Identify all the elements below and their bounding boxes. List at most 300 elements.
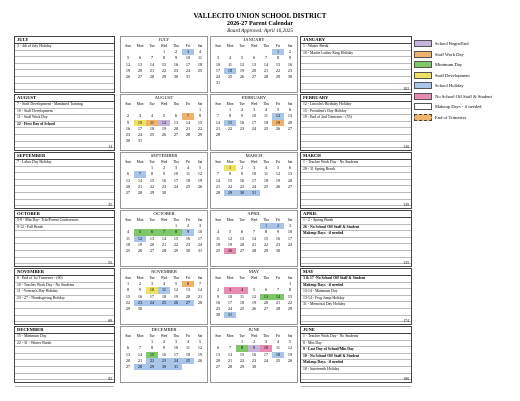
day-cell[interactable]: 25	[197, 67, 203, 73]
day-cell[interactable]: 11	[227, 61, 233, 67]
day-cell[interactable]: 12	[197, 171, 203, 177]
day-cell[interactable]: 29	[146, 364, 158, 370]
day-cell[interactable]: 17	[227, 299, 233, 305]
day-cell[interactable]: 12	[272, 113, 284, 119]
day-cell[interactable]: 24	[251, 183, 257, 189]
day-cell[interactable]: 29	[287, 305, 293, 311]
day-cell[interactable]: 4	[186, 165, 190, 171]
day-cell[interactable]: 6	[288, 165, 292, 171]
day-cell[interactable]: 20	[185, 293, 191, 299]
day-cell[interactable]: 18	[149, 125, 155, 131]
day-cell[interactable]: 21	[227, 357, 233, 363]
day-cell[interactable]: 22	[275, 67, 281, 73]
day-cell[interactable]: 7	[134, 171, 146, 177]
day-cell[interactable]: 1	[260, 223, 272, 229]
day-cell[interactable]: 30	[185, 247, 191, 253]
day-cell[interactable]: 20	[239, 241, 245, 247]
day-cell[interactable]: 15	[239, 351, 245, 357]
day-cell[interactable]: 31	[137, 138, 143, 144]
day-cell[interactable]: 13	[251, 61, 257, 67]
day-cell[interactable]: 24	[287, 241, 293, 247]
day-cell[interactable]: 30	[275, 247, 281, 253]
day-cell[interactable]: 9	[162, 345, 166, 351]
day-cell[interactable]: 3	[198, 223, 202, 229]
day-cell[interactable]: 25	[125, 247, 131, 253]
day-cell[interactable]: 6	[216, 345, 220, 351]
day-cell[interactable]: 16	[161, 351, 167, 357]
day-cell[interactable]: 19	[287, 351, 293, 357]
day-cell[interactable]: 4	[162, 281, 166, 287]
day-cell[interactable]: 22	[287, 299, 293, 305]
day-cell[interactable]: 6	[240, 229, 244, 235]
day-cell[interactable]: 20	[287, 119, 293, 125]
day-cell[interactable]: 22	[173, 241, 179, 247]
day-cell[interactable]: 18	[239, 299, 245, 305]
day-cell[interactable]: 5	[228, 229, 232, 235]
day-cell[interactable]: 11	[125, 235, 131, 241]
day-cell[interactable]: 13	[287, 171, 293, 177]
day-cell[interactable]: 18	[161, 293, 167, 299]
day-cell[interactable]: 26	[224, 248, 236, 254]
day-cell[interactable]: 15	[224, 120, 236, 126]
day-cell[interactable]: 13	[260, 294, 272, 300]
day-cell[interactable]: 4	[236, 287, 248, 293]
day-cell[interactable]: 21	[251, 241, 257, 247]
day-cell[interactable]: 1	[198, 107, 202, 113]
day-cell[interactable]: 14	[137, 351, 143, 357]
day-cell[interactable]: 9	[240, 113, 244, 119]
day-cell[interactable]: 9	[126, 119, 130, 125]
day-cell[interactable]: 23	[215, 305, 221, 311]
day-cell[interactable]: 21	[275, 299, 281, 305]
day-cell[interactable]: 10	[251, 171, 257, 177]
day-cell[interactable]: 10	[134, 120, 146, 126]
day-cell[interactable]: 3	[174, 165, 178, 171]
day-cell[interactable]: 22	[239, 357, 245, 363]
day-cell[interactable]: 14	[185, 119, 191, 125]
day-cell[interactable]: 9	[240, 171, 244, 177]
day-cell[interactable]: 6	[174, 113, 178, 119]
day-cell[interactable]: 13	[149, 235, 155, 241]
day-cell[interactable]: 25	[215, 247, 221, 253]
day-cell[interactable]: 26	[137, 247, 143, 253]
day-cell[interactable]: 18	[185, 177, 191, 183]
day-cell[interactable]: 3	[224, 287, 236, 293]
day-cell[interactable]: 10	[173, 345, 179, 351]
day-cell[interactable]: 1	[150, 339, 154, 345]
day-cell[interactable]: 27	[287, 183, 293, 189]
day-cell[interactable]: 1	[126, 281, 130, 287]
day-cell[interactable]: 14	[161, 235, 167, 241]
day-cell[interactable]: 25	[275, 357, 281, 363]
day-cell[interactable]: 21	[197, 293, 203, 299]
day-cell[interactable]: 24	[251, 125, 257, 131]
day-cell[interactable]: 19	[227, 241, 233, 247]
day-cell[interactable]: 17	[137, 125, 143, 131]
day-cell[interactable]: 18	[263, 177, 269, 183]
day-cell[interactable]: 25	[185, 183, 191, 189]
day-cell[interactable]: 10	[260, 345, 272, 351]
day-cell[interactable]: 26	[275, 125, 281, 131]
day-cell[interactable]: 11	[197, 55, 203, 61]
day-cell[interactable]: 7	[158, 229, 170, 235]
day-cell[interactable]: 30	[215, 312, 221, 318]
day-cell[interactable]: 2	[186, 223, 190, 229]
day-cell[interactable]: 23	[287, 67, 293, 73]
day-cell[interactable]: 15	[287, 293, 293, 299]
day-cell[interactable]: 5	[198, 165, 202, 171]
day-cell[interactable]: 15	[146, 352, 158, 358]
day-cell[interactable]: 30	[287, 73, 293, 79]
day-cell[interactable]: 14	[263, 61, 269, 67]
day-cell[interactable]: 28	[215, 189, 221, 195]
day-cell[interactable]: 8	[288, 287, 292, 293]
day-cell[interactable]: 10	[185, 55, 191, 61]
day-cell[interactable]: 4	[264, 107, 268, 113]
day-cell[interactable]: 8	[126, 287, 130, 293]
day-cell[interactable]: 15	[125, 293, 131, 299]
day-cell[interactable]: 24	[137, 131, 143, 137]
day-cell[interactable]: 4	[228, 55, 232, 61]
day-cell[interactable]: 13	[185, 287, 191, 293]
day-cell[interactable]: 7	[216, 113, 220, 119]
day-cell[interactable]: 7	[264, 55, 268, 61]
day-cell[interactable]: 20	[125, 183, 131, 189]
day-cell[interactable]: 23	[173, 67, 179, 73]
day-cell[interactable]: 1	[162, 49, 166, 55]
day-cell[interactable]: 18	[263, 119, 269, 125]
day-cell[interactable]: 5	[252, 287, 256, 293]
day-cell[interactable]: 4	[198, 49, 202, 55]
day-cell[interactable]: 23	[251, 357, 257, 363]
day-cell[interactable]: 15	[173, 235, 179, 241]
day-cell[interactable]: 21	[161, 241, 167, 247]
day-cell[interactable]: 23	[125, 131, 131, 137]
day-cell[interactable]: 10	[251, 113, 257, 119]
day-cell[interactable]: 28	[263, 73, 269, 79]
day-cell[interactable]: 27	[239, 247, 245, 253]
day-cell[interactable]: 26	[197, 357, 203, 363]
day-cell[interactable]: 17	[149, 293, 155, 299]
day-cell[interactable]: 10	[227, 293, 233, 299]
day-cell[interactable]: 13	[125, 177, 131, 183]
day-cell[interactable]: 18	[215, 241, 221, 247]
day-cell[interactable]: 17	[251, 119, 257, 125]
day-cell[interactable]: 28	[227, 363, 233, 369]
day-cell[interactable]: 28	[149, 73, 155, 79]
day-cell[interactable]: 2	[240, 107, 244, 113]
day-cell[interactable]: 29	[263, 247, 269, 253]
day-cell[interactable]: 22	[125, 299, 131, 305]
day-cell[interactable]: 23	[158, 358, 170, 364]
day-cell[interactable]: 8	[150, 171, 154, 177]
day-cell[interactable]: 2	[162, 339, 166, 345]
day-cell[interactable]: 8	[162, 55, 166, 61]
day-cell[interactable]: 14	[215, 119, 221, 125]
day-cell[interactable]: 5	[134, 229, 146, 235]
day-cell[interactable]: 2	[240, 165, 244, 171]
day-cell[interactable]: 9	[276, 229, 280, 235]
day-cell[interactable]: 26	[239, 73, 245, 79]
day-cell[interactable]: 3	[252, 165, 256, 171]
day-cell[interactable]: 25	[182, 358, 194, 364]
day-cell[interactable]: 29	[275, 73, 281, 79]
day-cell[interactable]: 5	[276, 107, 280, 113]
day-cell[interactable]: 20	[263, 299, 269, 305]
day-cell[interactable]: 21	[215, 125, 221, 131]
day-cell[interactable]: 12	[251, 293, 257, 299]
day-cell[interactable]: 2	[162, 165, 166, 171]
day-cell[interactable]: 14	[197, 287, 203, 293]
day-cell[interactable]: 9	[288, 55, 292, 61]
day-cell[interactable]: 3	[150, 281, 154, 287]
day-cell[interactable]: 7	[138, 345, 142, 351]
day-cell[interactable]: 31	[170, 364, 182, 370]
day-cell[interactable]: 2	[216, 287, 220, 293]
day-cell[interactable]: 29	[173, 247, 179, 253]
day-cell[interactable]: 20	[137, 67, 143, 73]
day-cell[interactable]: 26	[251, 305, 257, 311]
day-cell[interactable]: 11	[275, 345, 281, 351]
day-cell[interactable]: 22	[263, 241, 269, 247]
day-cell[interactable]: 19	[272, 120, 284, 126]
day-cell[interactable]: 31	[215, 80, 221, 86]
day-cell[interactable]: 20	[251, 67, 257, 73]
day-cell[interactable]: 25	[239, 305, 245, 311]
day-cell[interactable]: 22	[149, 183, 155, 189]
day-cell[interactable]: 1	[150, 165, 154, 171]
day-cell[interactable]: 16	[137, 293, 143, 299]
day-cell[interactable]: 26	[197, 183, 203, 189]
day-cell[interactable]: 4	[126, 229, 130, 235]
day-cell[interactable]: 2	[272, 223, 284, 229]
day-cell[interactable]: 9	[162, 171, 166, 177]
day-cell[interactable]: 8	[198, 113, 202, 119]
day-cell[interactable]: 5	[276, 165, 280, 171]
day-cell[interactable]: 27	[137, 73, 143, 79]
day-cell[interactable]: 24	[185, 67, 191, 73]
day-cell[interactable]: 28	[134, 364, 146, 370]
day-cell[interactable]: 16	[239, 119, 245, 125]
day-cell[interactable]: 28	[215, 131, 221, 137]
day-cell[interactable]: 3	[182, 49, 194, 55]
day-cell[interactable]: 6	[138, 55, 142, 61]
day-cell[interactable]: 12	[275, 171, 281, 177]
day-cell[interactable]: 4	[264, 165, 268, 171]
day-cell[interactable]: 23	[185, 241, 191, 247]
day-cell[interactable]: 19	[173, 293, 179, 299]
day-cell[interactable]: 31	[224, 312, 236, 318]
day-cell[interactable]: 24	[173, 183, 179, 189]
day-cell[interactable]: 10	[197, 229, 203, 235]
day-cell[interactable]: 22	[161, 67, 167, 73]
day-cell[interactable]: 15	[197, 119, 203, 125]
day-cell[interactable]: 12	[227, 235, 233, 241]
day-cell[interactable]: 15	[227, 177, 233, 183]
day-cell[interactable]: 27	[263, 305, 269, 311]
day-cell[interactable]: 18	[224, 68, 236, 74]
day-cell[interactable]: 3	[288, 223, 292, 229]
day-cell[interactable]: 1	[228, 107, 232, 113]
day-cell[interactable]: 30	[158, 364, 170, 370]
day-cell[interactable]: 28	[185, 131, 191, 137]
day-cell[interactable]: 23	[134, 300, 146, 306]
day-cell[interactable]: 27	[125, 363, 131, 369]
day-cell[interactable]: 10	[173, 171, 179, 177]
day-cell[interactable]: 4	[186, 339, 190, 345]
day-cell[interactable]: 27	[182, 300, 194, 306]
day-cell[interactable]: 24	[170, 358, 182, 364]
day-cell[interactable]: 12	[173, 287, 179, 293]
day-cell[interactable]: 29	[149, 189, 155, 195]
day-cell[interactable]: 19	[239, 67, 245, 73]
day-cell[interactable]: 19	[197, 177, 203, 183]
day-cell[interactable]: 16	[173, 61, 179, 67]
day-cell[interactable]: 19	[275, 177, 281, 183]
day-cell[interactable]: 2	[174, 49, 178, 55]
day-cell[interactable]: 10	[287, 229, 293, 235]
day-cell[interactable]: 16	[215, 299, 221, 305]
day-cell[interactable]: 11	[215, 235, 221, 241]
day-cell[interactable]: 17	[185, 61, 191, 67]
day-cell[interactable]: 28	[251, 247, 257, 253]
day-cell[interactable]: 16	[251, 351, 257, 357]
day-cell[interactable]: 29	[161, 73, 167, 79]
day-cell[interactable]: 14	[215, 177, 221, 183]
day-cell[interactable]: 4	[276, 339, 280, 345]
day-cell[interactable]: 13	[137, 61, 143, 67]
day-cell[interactable]: 21	[137, 183, 143, 189]
day-cell[interactable]: 22	[227, 183, 233, 189]
day-cell[interactable]: 22	[227, 125, 233, 131]
day-cell[interactable]: 26	[125, 73, 131, 79]
day-cell[interactable]: 25	[263, 125, 269, 131]
day-cell[interactable]: 27	[173, 131, 179, 137]
day-cell[interactable]: 26	[287, 357, 293, 363]
day-cell[interactable]: 1	[224, 165, 236, 171]
day-cell[interactable]: 5	[174, 281, 178, 287]
day-cell[interactable]: 22	[146, 358, 158, 364]
day-cell[interactable]: 10	[215, 61, 221, 67]
day-cell[interactable]: 11	[146, 120, 158, 126]
day-cell[interactable]: 26	[170, 300, 182, 306]
day-cell[interactable]: 8	[276, 55, 280, 61]
day-cell[interactable]: 13	[287, 113, 293, 119]
day-cell[interactable]: 30	[251, 363, 257, 369]
day-cell[interactable]: 13	[173, 119, 179, 125]
day-cell[interactable]: 27	[149, 247, 155, 253]
day-cell[interactable]: 13	[125, 351, 131, 357]
day-cell[interactable]: 20	[125, 357, 131, 363]
day-cell[interactable]: 24	[215, 73, 221, 79]
day-cell[interactable]: 3	[174, 339, 178, 345]
day-cell[interactable]: 3	[138, 113, 142, 119]
day-cell[interactable]: 27	[215, 363, 221, 369]
day-cell[interactable]: 25	[227, 73, 233, 79]
day-cell[interactable]: 7	[228, 345, 232, 351]
day-cell[interactable]: 27	[287, 125, 293, 131]
day-cell[interactable]: 2	[288, 49, 292, 55]
day-cell[interactable]: 30	[161, 189, 167, 195]
day-cell[interactable]: 24	[227, 305, 233, 311]
day-cell[interactable]: 25	[158, 300, 170, 306]
day-cell[interactable]: 21	[185, 125, 191, 131]
day-cell[interactable]: 15	[161, 61, 167, 67]
day-cell[interactable]: 1	[288, 281, 292, 287]
day-cell[interactable]: 14	[149, 61, 155, 67]
day-cell[interactable]: 14	[137, 177, 143, 183]
day-cell[interactable]: 9	[248, 345, 260, 351]
day-cell[interactable]: 27	[251, 73, 257, 79]
day-cell[interactable]: 21	[137, 357, 143, 363]
day-cell[interactable]: 13	[215, 351, 221, 357]
day-cell[interactable]: 14	[227, 351, 233, 357]
day-cell[interactable]: 8	[170, 229, 182, 235]
day-cell[interactable]: 24	[146, 300, 158, 306]
day-cell[interactable]: 5	[126, 55, 130, 61]
day-cell[interactable]: 2	[138, 281, 142, 287]
day-cell[interactable]: 18	[185, 351, 191, 357]
day-cell[interactable]: 28	[275, 305, 281, 311]
day-cell[interactable]: 7	[252, 229, 256, 235]
day-cell[interactable]: 18	[272, 352, 284, 358]
day-cell[interactable]: 19	[197, 351, 203, 357]
day-cell[interactable]: 9	[182, 229, 194, 235]
day-cell[interactable]: 3	[252, 107, 256, 113]
day-cell[interactable]: 14	[272, 294, 284, 300]
day-cell[interactable]: 8	[150, 345, 154, 351]
day-cell[interactable]: 1	[174, 223, 178, 229]
day-cell[interactable]: 18	[197, 61, 203, 67]
day-cell[interactable]: 20	[287, 177, 293, 183]
day-cell[interactable]: 8	[264, 229, 268, 235]
day-cell[interactable]: 8	[228, 171, 232, 177]
day-cell[interactable]: 30	[236, 190, 248, 196]
day-cell[interactable]: 11	[185, 171, 191, 177]
day-cell[interactable]: 16	[185, 235, 191, 241]
day-cell[interactable]: 3	[264, 339, 268, 345]
day-cell[interactable]: 31	[185, 73, 191, 79]
day-cell[interactable]: 3	[216, 55, 220, 61]
day-cell[interactable]: 25	[149, 131, 155, 137]
day-cell[interactable]: 30	[137, 305, 143, 311]
day-cell[interactable]: 6	[264, 287, 268, 293]
day-cell[interactable]: 15	[275, 61, 281, 67]
day-cell[interactable]: 2	[252, 339, 256, 345]
day-cell[interactable]: 6	[126, 345, 130, 351]
day-cell[interactable]: 18	[125, 241, 131, 247]
day-cell[interactable]: 17	[215, 67, 221, 73]
day-cell[interactable]: 15	[149, 177, 155, 183]
day-cell[interactable]: 1	[240, 339, 244, 345]
day-cell[interactable]: 8	[236, 345, 248, 351]
day-cell[interactable]: 16	[275, 235, 281, 241]
day-cell[interactable]: 11	[263, 171, 269, 177]
day-cell[interactable]: 7	[150, 55, 154, 61]
day-cell[interactable]: 20	[149, 241, 155, 247]
day-cell[interactable]: 6	[182, 281, 194, 287]
day-cell[interactable]: 17	[197, 235, 203, 241]
day-cell[interactable]: 9	[138, 287, 142, 293]
day-cell[interactable]: 2	[126, 113, 130, 119]
day-cell[interactable]: 19	[137, 241, 143, 247]
day-cell[interactable]: 11	[239, 293, 245, 299]
day-cell[interactable]: 7	[216, 171, 220, 177]
day-cell[interactable]: 31	[248, 190, 260, 196]
day-cell[interactable]: 5	[198, 339, 202, 345]
day-cell[interactable]: 28	[137, 189, 143, 195]
day-cell[interactable]: 21	[215, 183, 221, 189]
